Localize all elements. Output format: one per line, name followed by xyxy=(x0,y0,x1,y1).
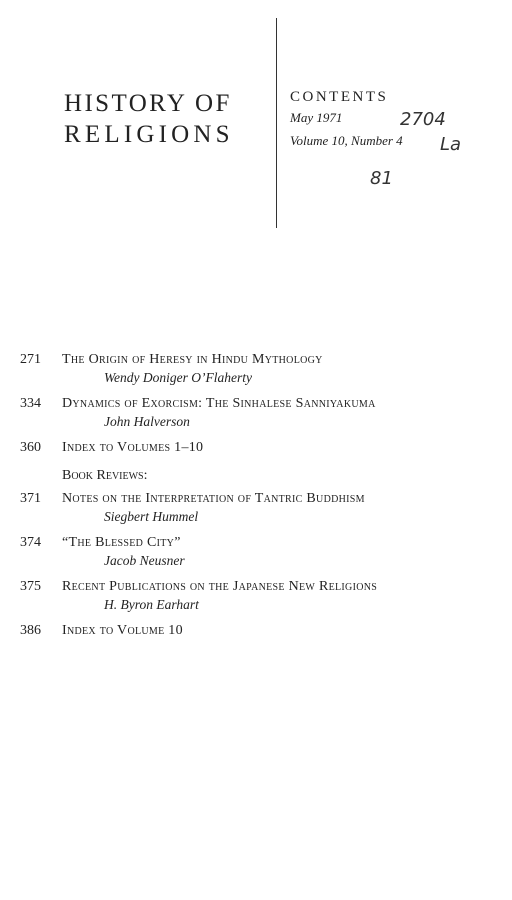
page-number: 386 xyxy=(20,623,41,638)
contents-header xyxy=(290,88,403,152)
toc-entry xyxy=(20,491,500,527)
page-number: 334 xyxy=(20,396,41,411)
issue-volume: Volume 10, Number 4 xyxy=(290,133,403,148)
toc-entry xyxy=(20,352,500,388)
article-title: The Origin of Heresy in Hindu Mythology xyxy=(62,352,323,367)
review-author: Jacob Neusner xyxy=(104,553,185,568)
article-author: John Halverson xyxy=(104,414,190,429)
issue-date: May 1971 xyxy=(290,110,343,125)
toc-entry xyxy=(20,440,500,456)
handwritten-mark-2704: 2704 xyxy=(400,109,446,130)
journal-title-line1: HISTORY OF xyxy=(64,90,232,117)
page-number: 271 xyxy=(20,352,41,367)
handwritten-mark-81: 81 xyxy=(370,168,393,189)
toc-entry xyxy=(20,535,500,571)
toc-entry xyxy=(20,623,500,639)
review-title: “The Blessed City” xyxy=(62,535,181,550)
vertical-divider xyxy=(276,18,277,228)
review-author: Siegbert Hummel xyxy=(104,509,199,524)
review-title: Recent Publications on the Japanese New Religions xyxy=(62,579,378,594)
article-author: Wendy Doniger O’Flaherty xyxy=(104,370,252,385)
article-title: Dynamics of Exorcism: The Sinhalese Sanniyakuma xyxy=(62,396,376,411)
table-of-contents xyxy=(20,352,500,647)
contents-label: CONTENTS xyxy=(290,89,389,105)
journal-title-line2: RELIGIONS xyxy=(64,121,234,148)
page-number: 374 xyxy=(20,535,41,550)
book-reviews-heading: Book Reviews: xyxy=(62,468,148,483)
page-number: 360 xyxy=(20,440,41,455)
toc-entry xyxy=(20,579,500,615)
review-title: Notes on the Interpretation of Tantric Buddhism xyxy=(62,491,365,506)
review-title: Index to Volume 10 xyxy=(62,623,183,638)
review-author: H. Byron Earhart xyxy=(104,597,199,612)
journal-title xyxy=(64,88,234,150)
article-title: Index to Volumes 1–10 xyxy=(62,440,204,455)
page-number: 375 xyxy=(20,579,41,594)
handwritten-mark-la: La xyxy=(440,134,462,155)
page-number: 371 xyxy=(20,491,41,506)
toc-entry xyxy=(20,396,500,432)
